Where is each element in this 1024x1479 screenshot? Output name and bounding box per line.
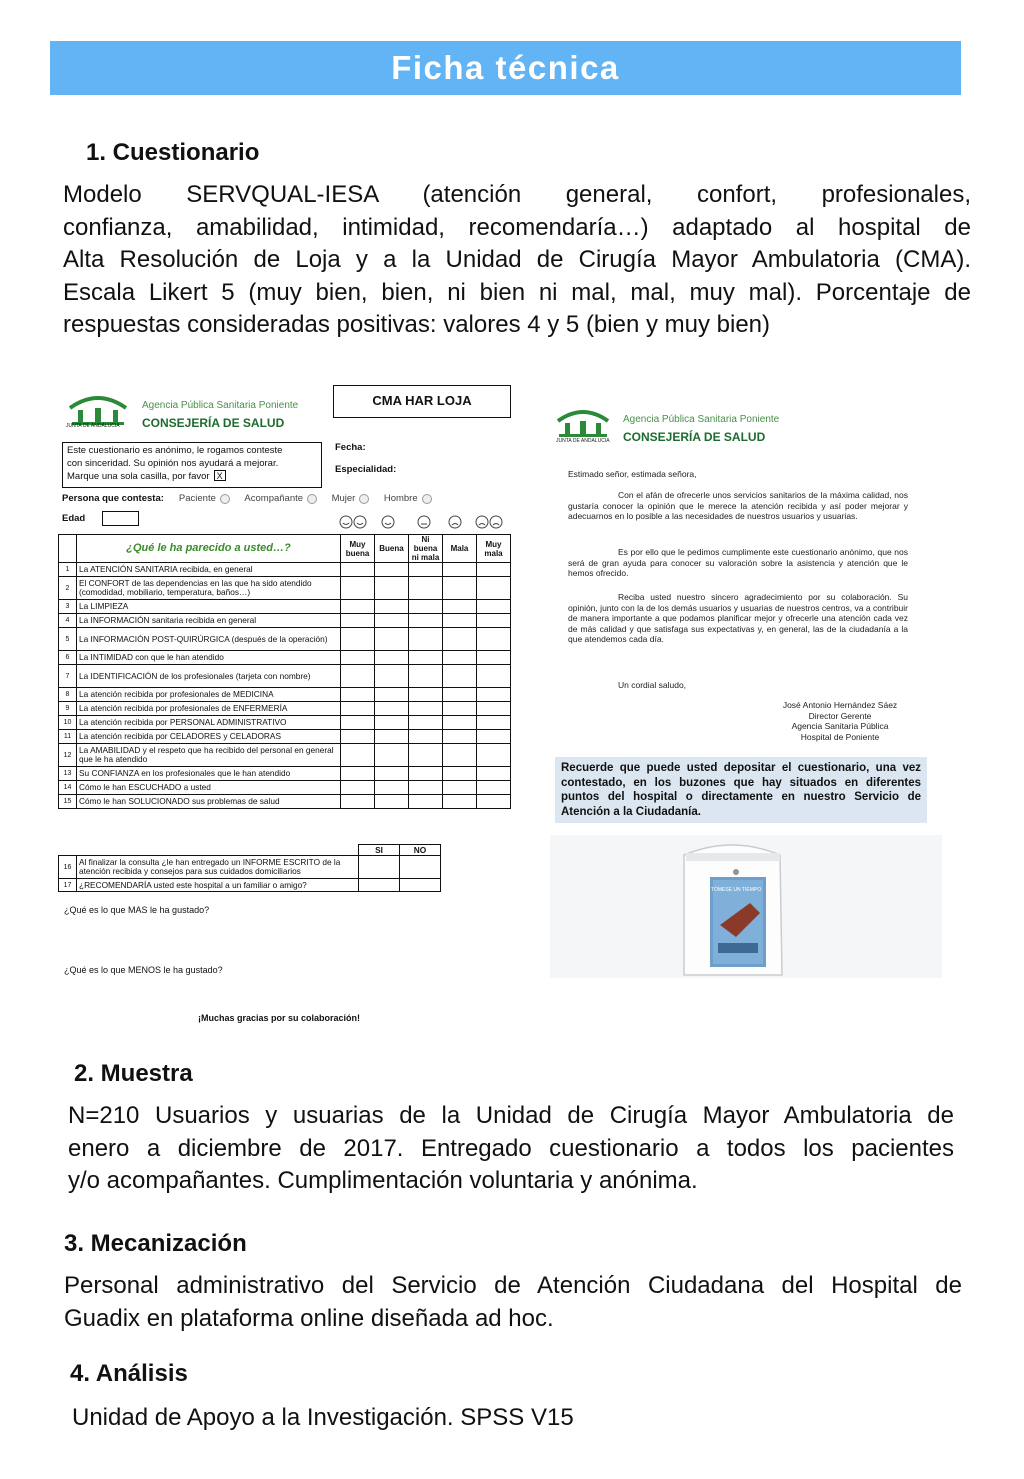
text-line: Guadix en plataforma online diseñada ad hoc. xyxy=(64,1304,554,1332)
question-text: La atención recibida por profesionales de ENFERMERÍA xyxy=(77,702,341,716)
row-number: 11 xyxy=(59,730,77,744)
mailbox-photo xyxy=(550,835,942,978)
row-number: 16 xyxy=(59,856,77,879)
row-number: 9 xyxy=(59,702,77,716)
anonymous-notice xyxy=(62,442,322,488)
question-text: La INFORMACIÓN POST-QUIRÚRGICA (después de la operación) xyxy=(77,628,341,651)
agency-name: Agencia Pública Sanitaria Poniente xyxy=(142,400,299,411)
signature-line: Agencia Sanitaria Pública xyxy=(791,721,889,731)
row-number: 3 xyxy=(59,600,77,614)
row-number: 1 xyxy=(59,563,77,577)
letter-image xyxy=(550,395,942,978)
section-heading-cuestionario: 1. Cuestionario xyxy=(86,139,260,166)
question-text: La atención recibida por CELADORES y CELADORAS xyxy=(77,730,341,744)
question-text: La INTIMIDAD con que le han atendido xyxy=(77,651,341,665)
table-row xyxy=(59,614,511,628)
option-label: Mujer xyxy=(331,493,356,504)
row-number: 7 xyxy=(59,665,77,688)
questionnaire-image xyxy=(58,380,528,1030)
radio-icon xyxy=(307,494,317,504)
yes-header: SI xyxy=(359,845,400,856)
question-menos: ¿Qué es lo que MENOS le ha gustado? xyxy=(64,965,223,975)
junta-label: JUNTA DE ANDALUCIA xyxy=(556,438,610,444)
table-row xyxy=(59,577,511,600)
age-field xyxy=(102,511,139,526)
table-header: ¿Qué le ha parecido a usted…? xyxy=(77,535,341,563)
row-number: 6 xyxy=(59,651,77,665)
option-label: Acompañante xyxy=(244,493,304,504)
table-row xyxy=(59,688,511,702)
question-text: ¿RECOMENDARÍA usted este hospital a un familiar o amigo? xyxy=(77,879,359,892)
text-line: respuestas consideradas positivas: valores 4 y 5 (bien y muy bien) xyxy=(63,311,771,338)
notice-line: con sinceridad. Su opinión nos ayudará a mejorar. xyxy=(67,457,279,469)
text-line: N=210 Usuarios y usuarias de la Unidad de Cirugía Mayor Ambulatoria de xyxy=(68,1102,954,1129)
question-text: La atención recibida por profesionales de MEDICINA xyxy=(77,688,341,702)
persona-row xyxy=(62,493,444,504)
checkbox-mark: X xyxy=(214,470,226,481)
reminder-line: puntos del hospital o directamente en nuestro Servicio de xyxy=(561,791,921,803)
consejeria-name: CONSEJERÍA DE SALUD xyxy=(623,430,766,444)
table-row xyxy=(59,563,511,577)
option-label: Hombre xyxy=(383,493,418,504)
section-text-analisis xyxy=(72,1402,772,1435)
section-text-cuestionario xyxy=(63,179,971,342)
table-row xyxy=(59,781,511,795)
row-number: 5 xyxy=(59,628,77,651)
section-heading-mecanizacion: 3. Mecanización xyxy=(64,1230,247,1257)
row-number: 8 xyxy=(59,688,77,702)
row-number: 14 xyxy=(59,781,77,795)
question-text: La IDENTIFICACIÓN de los profesionales (tarjeta con nombre) xyxy=(77,665,341,688)
junta-label: JUNTA DE ANDALUCIA xyxy=(66,423,120,429)
agency-name: Agencia Pública Sanitaria Poniente xyxy=(623,414,780,425)
row-number: 2 xyxy=(59,577,77,600)
text-line: enero a diciembre de 2017. Entregado cuestionario a todos los pacientes xyxy=(68,1134,954,1162)
radio-icon xyxy=(220,494,230,504)
reminder-line: Atención a la Ciudadanía. xyxy=(561,805,701,818)
scale-header: Muy buena xyxy=(341,535,375,563)
especialidad-label: Especialidad: xyxy=(335,464,397,475)
question-text: La LIMPIEZA xyxy=(77,600,341,614)
table-row xyxy=(59,856,441,879)
notice-line: Este cuestionario es anónimo, le rogamos conteste xyxy=(67,445,283,456)
page-title: Ficha técnica xyxy=(391,49,620,86)
fecha-label: Fecha: xyxy=(335,442,366,453)
row-number: 4 xyxy=(59,614,77,628)
signature-line: José Antonio Hernández Sáez xyxy=(782,700,898,710)
reminder-line: contestado, en los buzones que hay situados en diferentes xyxy=(561,776,921,789)
section-text-mecanizacion xyxy=(64,1270,962,1335)
row-number: 10 xyxy=(59,716,77,730)
table-row xyxy=(59,767,511,781)
text-line: Escala Likert 5 (muy bien, bien, ni bien ni mal, mal, muy mal). Porcentaje de xyxy=(63,278,971,306)
question-text: El CONFORT de las dependencias en las que ha sido atendido (comodidad, mobiliario, temperatura, baños…) xyxy=(77,577,341,600)
question-text: La ATENCIÓN SANITARIA recibida, en general xyxy=(77,563,341,577)
yes-no-table xyxy=(58,844,441,892)
table-row xyxy=(59,716,511,730)
edad-label: Edad xyxy=(62,513,86,524)
satisfaction-table xyxy=(58,534,511,809)
row-number: 15 xyxy=(59,795,77,809)
option-label: Paciente xyxy=(178,493,216,504)
letter-greeting: Estimado señor, estimada señora, xyxy=(568,469,697,479)
text-line: y/o acompañantes. Cumplimentación voluntaria y anónima. xyxy=(68,1167,698,1194)
text-line: Modelo SERVQUAL-IESA (atención general, confort, profesionales, xyxy=(63,181,971,208)
section-text-muestra xyxy=(68,1100,954,1198)
question-text: La atención recibida por PERSONAL ADMINISTRATIVO xyxy=(77,716,341,730)
table-row xyxy=(59,600,511,614)
table-row xyxy=(59,730,511,744)
signature-line: Director Gerente xyxy=(808,710,872,721)
scale-header: Buena xyxy=(375,535,409,563)
unit-box: CMA HAR LOJA xyxy=(333,385,511,418)
notice-line: Marque una sola casilla, por favor xyxy=(67,471,210,482)
text-line: confianza, amabilidad, intimidad, recomendaría…) adaptado al hospital de xyxy=(63,213,971,241)
table-row xyxy=(59,795,511,809)
table-row xyxy=(59,628,511,651)
signature-line: Hospital de Poniente xyxy=(800,731,880,742)
question-text: Cómo le han SOLUCIONADO sus problemas de salud xyxy=(77,795,341,809)
question-text: La AMABILIDAD y el respeto que ha recibido del personal en general que le ha atendido xyxy=(77,744,341,767)
letter-paragraph: Con el afán de ofrecerle unos servicios sanitarios de la máxima calidad, nos gustaría conocer la opinión que le merece la atención recibida y así poder mejorar y adecuarnos en lo posible a las necesidades de nuestros usuarios y usuarias. xyxy=(568,490,908,522)
letter-paragraph: Es por ello que le pedimos cumplimente este cuestionario anónimo, que nos será de gran ayuda para conocer su valoración sobre la asistencia y atención que le hemos ofrecido. xyxy=(568,547,908,579)
row-number: 13 xyxy=(59,767,77,781)
smiley-faces-icon xyxy=(338,513,508,531)
question-text: La INFORMACIÓN sanitaria recibida en general xyxy=(77,614,341,628)
text-line: Alta Resolución de Loja y a la Unidad de Cirugía Mayor Ambulatoria (CMA). xyxy=(63,246,971,273)
reminder-line: Recuerde que puede usted depositar el cuestionario, una vez xyxy=(561,762,921,774)
title-banner xyxy=(50,41,961,95)
question-text: Cómo le han ESCUCHADO a usted xyxy=(77,781,341,795)
mailbox-label: TÓMESE UN TIEMPO xyxy=(710,887,762,893)
section-heading-muestra: 2. Muestra xyxy=(74,1060,193,1087)
letter-paragraph: Reciba usted nuestro sincero agradecimiento por su colaboración. Su opinión, junto con la de los demás usuarios y usuarias de nuestros centros, va a contribuir de manera importante a que podamos planificar mejor y ofrecerle una atención cada vez de más calidad y que satisfaga sus expectativas y, en general, las de la ciudadanía a la que atendemos cada día. xyxy=(568,592,908,645)
mailbox-icon xyxy=(550,835,942,978)
scale-header: Muy mala xyxy=(477,535,511,563)
table-row xyxy=(59,879,441,892)
thanks-text: ¡Muchas gracias por su colaboración! xyxy=(198,1013,361,1023)
consejeria-name: CONSEJERÍA DE SALUD xyxy=(142,416,285,430)
table-row xyxy=(59,744,511,767)
reminder-box xyxy=(555,757,927,823)
row-number: 12 xyxy=(59,744,77,767)
scale-header: Mala xyxy=(443,535,477,563)
section-heading-analisis: 4. Análisis xyxy=(70,1360,188,1387)
text-line: Personal administrativo del Servicio de Atención Ciudadana del Hospital de xyxy=(64,1272,962,1299)
scale-header: Ni buena ni mala xyxy=(409,535,443,563)
question-text: Al finalizar la consulta ¿le han entregado un INFORME ESCRITO de la atención recibida y consejos para sus cuidados domiciliarios xyxy=(77,856,359,879)
radio-icon xyxy=(422,494,432,504)
letter-closing: Un cordial saludo, xyxy=(618,680,687,690)
table-row xyxy=(59,665,511,688)
question-mas: ¿Qué es lo que MAS le ha gustado? xyxy=(64,905,210,915)
text-line: Unidad de Apoyo a la Investigación. SPSS V15 xyxy=(72,1404,574,1431)
table-row xyxy=(59,702,511,716)
letter-signature xyxy=(750,700,930,742)
persona-label: Persona que contesta: xyxy=(62,493,164,504)
row-number: 17 xyxy=(59,879,77,892)
no-header: NO xyxy=(400,845,441,856)
question-text: Su CONFIANZA en los profesionales que le han atendido xyxy=(77,767,341,781)
radio-icon xyxy=(359,494,369,504)
table-row xyxy=(59,651,511,665)
